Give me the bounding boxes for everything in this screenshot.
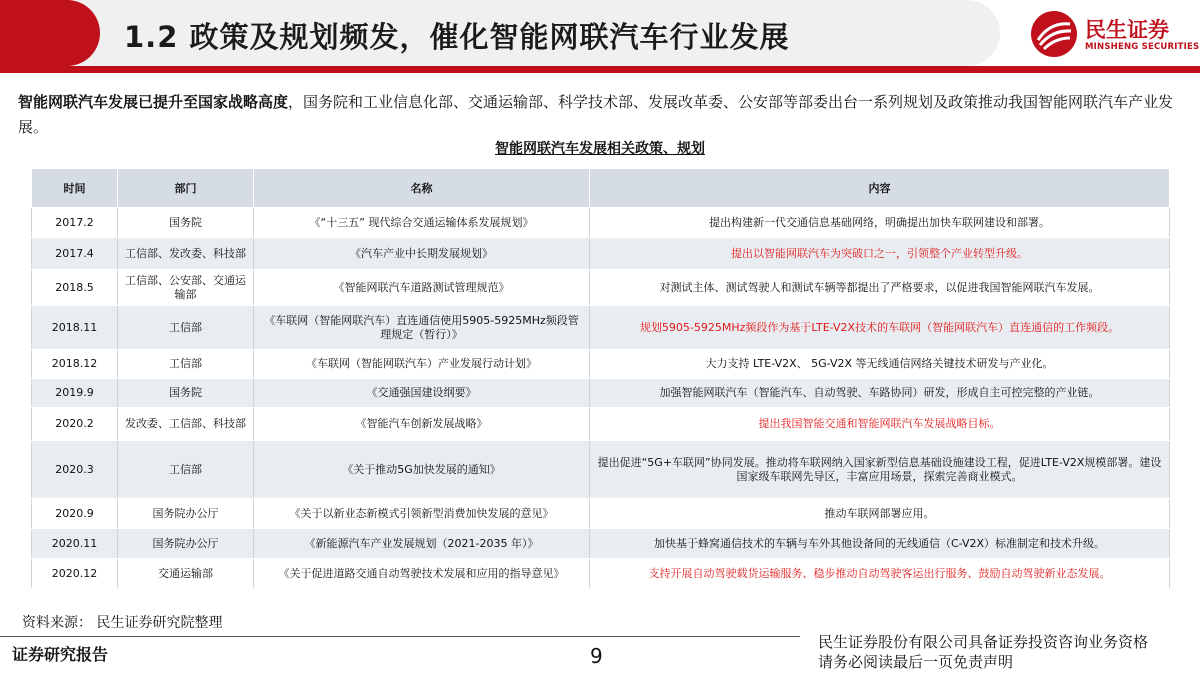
cell-department: 发改委、工信部、科技部 — [118, 408, 254, 441]
cell-department: 工信部 — [118, 306, 254, 350]
cell-name: 《“十三五” 现代综合交通运输体系发展规划》 — [254, 208, 590, 238]
header-content: 内容 — [590, 169, 1170, 208]
footer-rule — [0, 636, 800, 637]
cell-time: 2017.2 — [32, 208, 118, 238]
page-title: 1.2 政策及规划频发，催化智能网联汽车行业发展 — [124, 20, 790, 54]
cell-content: 提出促进“5G+车联网”协同发展。推动将车联网纳入国家新型信息基础设施建设工程，促进LTE-V2X规模部署。建设国家级车联网先导区，丰富应用场景，探索完善商业模式。 — [590, 441, 1170, 499]
cell-content: 加强智能网联汽车（智能汽车、自动驾驶、车路协同）研发，形成自主可控完整的产业链。 — [590, 379, 1170, 408]
cell-department: 国务院办公厅 — [118, 499, 254, 529]
cell-name: 《关于以新业态新模式引领新型消费加快发展的意见》 — [254, 499, 590, 529]
table-body — [32, 208, 1170, 589]
cell-department: 国务院 — [118, 208, 254, 238]
table-row — [32, 208, 1170, 238]
cell-content: 推动车联网部署应用。 — [590, 499, 1170, 529]
cell-department: 工信部 — [118, 441, 254, 499]
intro-bold-text: 智能网联汽车发展已提升至国家战略高度 — [18, 93, 289, 111]
logo-english-name: MINSHENG SECURITIES — [1085, 42, 1200, 52]
cell-time: 2020.3 — [32, 441, 118, 499]
cell-time: 2020.11 — [32, 529, 118, 559]
slide-header — [0, 0, 1200, 66]
table-title: 智能网联汽车发展相关政策、规划 — [495, 141, 705, 157]
cell-content: 提出构建新一代交通信息基础网络，明确提出加快车联网建设和部署。 — [590, 208, 1170, 238]
cell-content: 支持开展自动驾驶载货运输服务、稳步推动自动驾驶客运出行服务、鼓励自动驾驶新业态发展。 — [590, 559, 1170, 589]
table-row — [32, 559, 1170, 589]
cell-time: 2019.9 — [32, 379, 118, 408]
cell-time: 2018.11 — [32, 306, 118, 350]
cell-content: 加快基于蜂窝通信技术的车辆与车外其他设备间的无线通信（C-V2X）标准制定和技术升级。 — [590, 529, 1170, 559]
footer-disclaimer-note: 请务必阅读最后一页免责声明 — [818, 653, 1014, 671]
cell-time: 2020.12 — [32, 559, 118, 589]
minsheng-logo-icon — [1030, 10, 1078, 58]
company-logo — [1030, 10, 1200, 58]
cell-name: 《智能汽车创新发展战略》 — [254, 408, 590, 441]
report-label: 证券研究报告 — [12, 645, 109, 664]
cell-content: 提出我国智能交通和智能网联汽车发展战略目标。 — [590, 408, 1170, 441]
cell-content: 规划5905-5925MHz频段作为基于LTE-V2X技术的车联网（智能网联汽车）直连通信的工作频段。 — [590, 306, 1170, 350]
table-row — [32, 306, 1170, 350]
page-number: 9 — [590, 644, 603, 668]
cell-content: 对测试主体、测试驾驶人和测试车辆等都提出了严格要求，以促进我国智能网联汽车发展。 — [590, 270, 1170, 306]
cell-name: 《交通强国建设纲要》 — [254, 379, 590, 408]
cell-time: 2018.12 — [32, 350, 118, 379]
table-row — [32, 238, 1170, 270]
cell-name: 《智能网联汽车道路测试管理规范》 — [254, 270, 590, 306]
cell-department: 工信部、发改委、科技部 — [118, 238, 254, 270]
cell-name: 《汽车产业中长期发展规划》 — [254, 238, 590, 270]
cell-time: 2020.9 — [32, 499, 118, 529]
table-row — [32, 408, 1170, 441]
cell-content: 提出以智能网联汽车为突破口之一，引领整个产业转型升级。 — [590, 238, 1170, 270]
table-row — [32, 499, 1170, 529]
header-name: 名称 — [254, 169, 590, 208]
cell-department: 国务院 — [118, 379, 254, 408]
footer-qualification: 民生证券股份有限公司具备证券投资咨询业务资格 — [818, 633, 1149, 651]
table-row — [32, 350, 1170, 379]
table-row — [32, 441, 1170, 499]
cell-time: 2020.2 — [32, 408, 118, 441]
cell-department: 交通运输部 — [118, 559, 254, 589]
cell-name: 《车联网（智能网联汽车）直连通信使用5905-5925MHz频段管理规定（暂行）》 — [254, 306, 590, 350]
footer-disclaimer — [818, 632, 1148, 672]
cell-time: 2018.5 — [32, 270, 118, 306]
table-row — [32, 270, 1170, 306]
source-note: 资料来源： 民生证券研究院整理 — [22, 615, 223, 631]
table-row — [32, 529, 1170, 559]
cell-content: 大力支持 LTE-V2X、 5G-V2X 等无线通信网络关键技术研发与产业化。 — [590, 350, 1170, 379]
cell-time: 2017.4 — [32, 238, 118, 270]
header-department: 部门 — [118, 169, 254, 208]
policy-table — [31, 168, 1170, 589]
intro-paragraph — [18, 90, 1188, 140]
cell-name: 《新能源汽车产业发展规划（2021-2035 年）》 — [254, 529, 590, 559]
header-time: 时间 — [32, 169, 118, 208]
cell-department: 国务院办公厅 — [118, 529, 254, 559]
cell-department: 工信部 — [118, 350, 254, 379]
cell-department: 工信部、公安部、交通运输部 — [118, 270, 254, 306]
cell-name: 《关于促进道路交通自动驾驶技术发展和应用的指导意见》 — [254, 559, 590, 589]
header-divider — [0, 66, 1200, 73]
intro-text: ，国务院和工业信息化部、交通运输部、科学技术部、发展改革委、公安部等部委出台一系列规划及政策推动我国智能网联汽车产业发展。 — [18, 93, 1174, 136]
cell-name: 《车联网（智能网联汽车）产业发展行动计划》 — [254, 350, 590, 379]
title-accent-block — [0, 0, 100, 66]
table-header-row — [32, 169, 1170, 208]
cell-name: 《关于推动5G加快发展的通知》 — [254, 441, 590, 499]
table-row — [32, 379, 1170, 408]
logo-chinese-name: 民生证券 — [1085, 18, 1169, 42]
